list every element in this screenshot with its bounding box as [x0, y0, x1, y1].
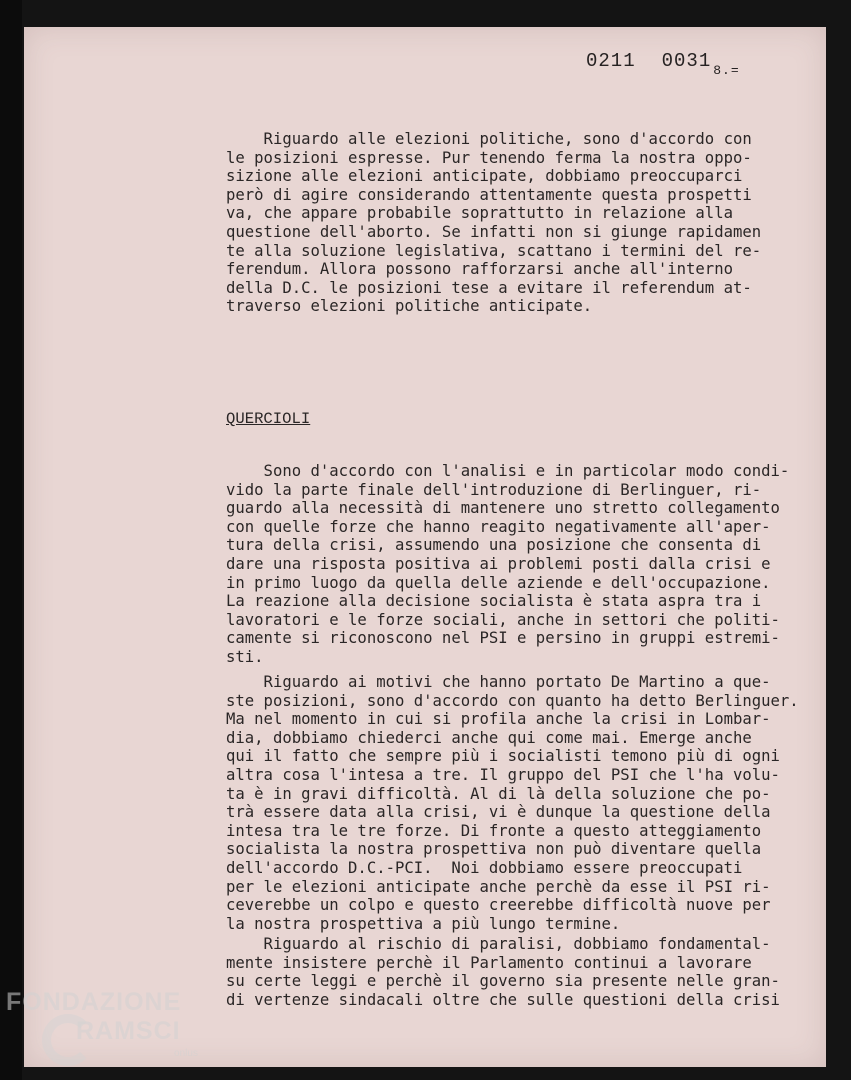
doc-number-part2: 0031 — [661, 50, 712, 72]
page-edge — [0, 0, 22, 1080]
document-number — [586, 50, 740, 78]
doc-number-part1: 0211 — [586, 50, 636, 72]
watermark-line3: onlus — [174, 1048, 198, 1059]
paragraph-elezioni: Riguardo alle elezioni politiche, sono d'accordo con le posizioni espresse. Pur tenendo ferma la nostra oppo- sizione alle elezioni anticipate, dobbiamo preoccuparci però di agire considerando attentamente questa prospetti va, che appare probabile soprattutto in relazione alla questione dell'aborto. Se infatti non si giunge rapidamen te alla soluzione legislativa, scattano i termini del re- ferendum. Allora possono rafforzarsi anche all'interno della D.C. le posizioni tese a evitare il referendum at- traverso elezioni politiche anticipate. — [226, 130, 762, 316]
watermark-g-logo-icon — [42, 1014, 94, 1066]
watermark-line2: RAMSCI — [76, 1017, 181, 1045]
page-number: 8.= — [713, 63, 740, 78]
speaker-heading: QUERCIOLI — [226, 410, 311, 428]
fondazione-gramsci-watermark — [6, 988, 198, 1059]
paragraph-analisi: Sono d'accordo con l'analisi e in particolar modo condi- vido la parte finale dell'introduzione di Berlinguer, ri- guardo alla necessità di mantenere uno stretto collegamento con quelle forze che hanno reagito negativamente all'aper- tura della crisi, assumendo una posizione che consenta di dare una risposta positiva ai problemi posti dalla crisi e in primo luogo da quella delle aziende e dell'occupazione. La reazione alla decisione socialista è stata aspra tra i lavoratori e le forze sociali, anche in settori che politi- camente si riconoscono nel PSI e persino in gruppi estremi- sti. — [226, 462, 790, 666]
paragraph-paralisi: Riguardo al rischio di paralisi, dobbiamo fondamental- mente insistere perchè il Parlamento continui a lavorare su certe leggi e perchè il governo sia presente nelle gran- di vertenze sindacali oltre che sulle questioni della crisi — [226, 935, 780, 1009]
paragraph-de-martino: Riguardo ai motivi che hanno portato De Martino a que- ste posizioni, sono d'accordo con quanto ha detto Berlinguer. Ma nel momento in cui si profila anche la crisi in Lombar- dia, dobbiamo chiederci anche qui come mai. Emerge anche qui il fatto che sempre più i socialisti temono più di ogni altra cosa l'intesa a tre. Il gruppo del PSI che l'ha volu- ta è in gravi difficoltà. Al di là della soluzione che po- trà essere data alla crisi, vi è dunque la questione della intesa tra le tre forze. Di fronte a questo atteggiamento socialista la nostra prospettiva non può diventare quella dell'accordo D.C.-PCI. Noi dobbiamo essere preoccupati per le elezioni anticipate anche perchè da esse il PSI ri- ceverebbe un colpo e questo creerebbe difficoltà nuove per la nostra prospettiva a più lungo termine. — [226, 673, 799, 933]
watermark-line1: FONDAZIONE — [6, 988, 182, 1016]
